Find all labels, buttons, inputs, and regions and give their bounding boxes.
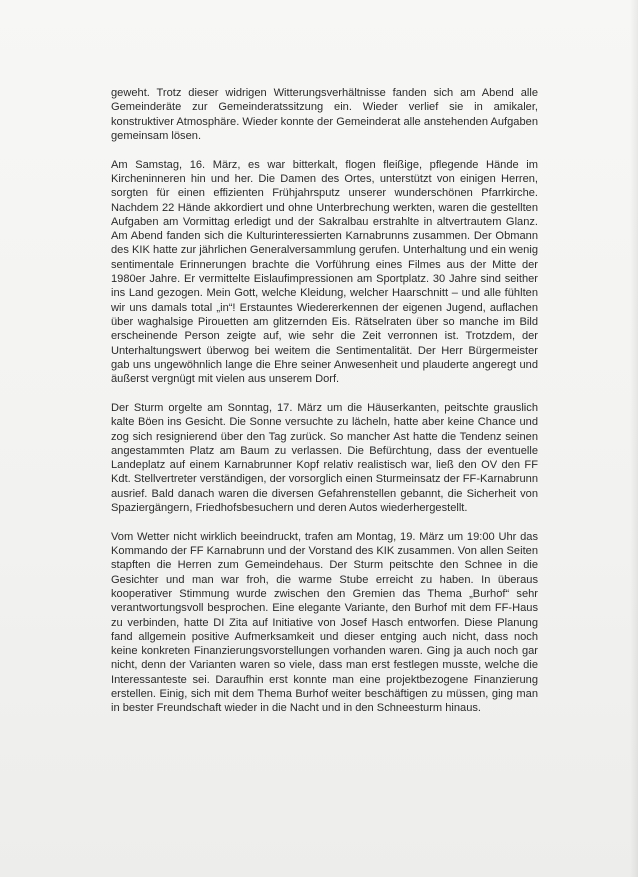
paragraph-church-cleaning-kik-assembly: Am Samstag, 16. März, es war bitterkalt, flogen fleißige, pflegende Hände im Kircheninneren hin und her. Die Damen des Ortes, unterstützt von einigen Herren, sorgten für einen effizienten Frühjahrsputz unserer wunderschönen Pfarrkirche. Nachdem 22 Hände akkordiert und ohne Unterbrechung werkten, waren die gestellten Aufgaben am Vormittag erledigt und der Sakralbau erstrahlte in altvertrautem Glanz. Am Abend fanden sich die Kulturinteressierten Karnabrunns zusammen. Der Obmann des KIK hatte zur jährlichen Generalversammlung gerufen. Unterhaltung und ein wenig sentimentale Erinnerungen brachte die Vorführung eines Filmes aus der Mitte der 1980er Jahre. Er vermittelte Eislaufimpressionen am Sportplatz. 30 Jahre sind seither ins Land gezogen. Mein Gott, welche Kleidung, welcher Haarschnitt – und alle fühlten wir uns damals total „in“! Erstauntes Wiedererkennen der eigenen Jugend, auflachen über waghalsige Pirouetten am glitzernden Eis. Rätselraten über so manche im Bild erscheinende Person zeigte auf, wie sehr die Zeit verronnen ist. Trotzdem, der Unterhaltungswert überwog bei weitem die Sentimentalität. Der Herr Bürgermeister gab uns ungewöhnlich lange die Ehre seiner Anwesenheit und plauderte angeregt und äußerst vergnügt mit vielen aus unserem Dorf. — [111, 158, 538, 386]
paragraph-burhof-meeting: Vom Wetter nicht wirklich beeindruckt, trafen am Montag, 19. März um 19:00 Uhr das Kommando der FF Karnabrunn und der Vorstand des KIK zusammen. Von allen Seiten stapften die Herren zum Gemeindehaus. Der Sturm peitschte den Schnee in die Gesichter und man war froh, die warme Stube erreicht zu haben. In überaus kooperativer Stimmung wurde zwischen den Gremien das Thema „Burhof“ sehr verantwortungsvoll besprochen. Eine elegante Variante, den Burhof mit dem FF-Haus zu verbinden, hatte DI Zita auf Initiative von Josef Hasch entworfen. Diese Planung fand allgemein positive Aufmerksamkeit und dieser entging auch nicht, dass noch keine konkreten Finanzierungsvorstellungen vorhanden waren. Ging ja auch noch gar nicht, denn der Varianten waren so viele, dass man erst festlegen musste, welche die Interessanteste sei. Daraufhin erst konnte man eine projektbezogene Finanzierung erstellen. Einig, sich mit dem Thema Burhof weiter beschäftigen zu müssen, ging man in bester Freundschaft wieder in die Nacht und in den Schneesturm hinaus. — [111, 530, 538, 715]
paragraph-storm-sunday: Der Sturm orgelte am Sonntag, 17. März um die Häuserkanten, peitschte grauslich kalte Böen ins Gesicht. Die Sonne versuchte zu lächeln, hatte aber keine Chance und zog sich resignierend über den Tag zurück. So mancher Ast hatte die Tendenz seinen angestammten Platz am Baum zu verlassen. Die Befürchtung, dass der eventuelle Landeplatz auf einem Karnabrunner Kopf relativ realistisch war, ließ den OV den FF Kdt. Stellvertreter verständigen, der vorsorglich einen Sturmeinsatz der FF-Karnabrunn ausrief. Bald danach waren die diversen Gefahrenstellen gebannt, die Sicherheit von Spaziergängern, Friedhofsbesuchern und deren Autos wiederhergestellt. — [111, 401, 538, 515]
document-body — [111, 86, 538, 716]
paragraph-council-meeting: geweht. Trotz dieser widrigen Witterungsverhältnisse fanden sich am Abend alle Gemeinderäte zur Gemeinderatssitzung ein. Wieder verlief sie in amikaler, konstruktiver Atmosphäre. Wieder konnte der Gemeinderat alle anstehenden Aufgaben gemeinsam lösen. — [111, 87, 538, 142]
page-edge-shadow — [630, 0, 638, 877]
